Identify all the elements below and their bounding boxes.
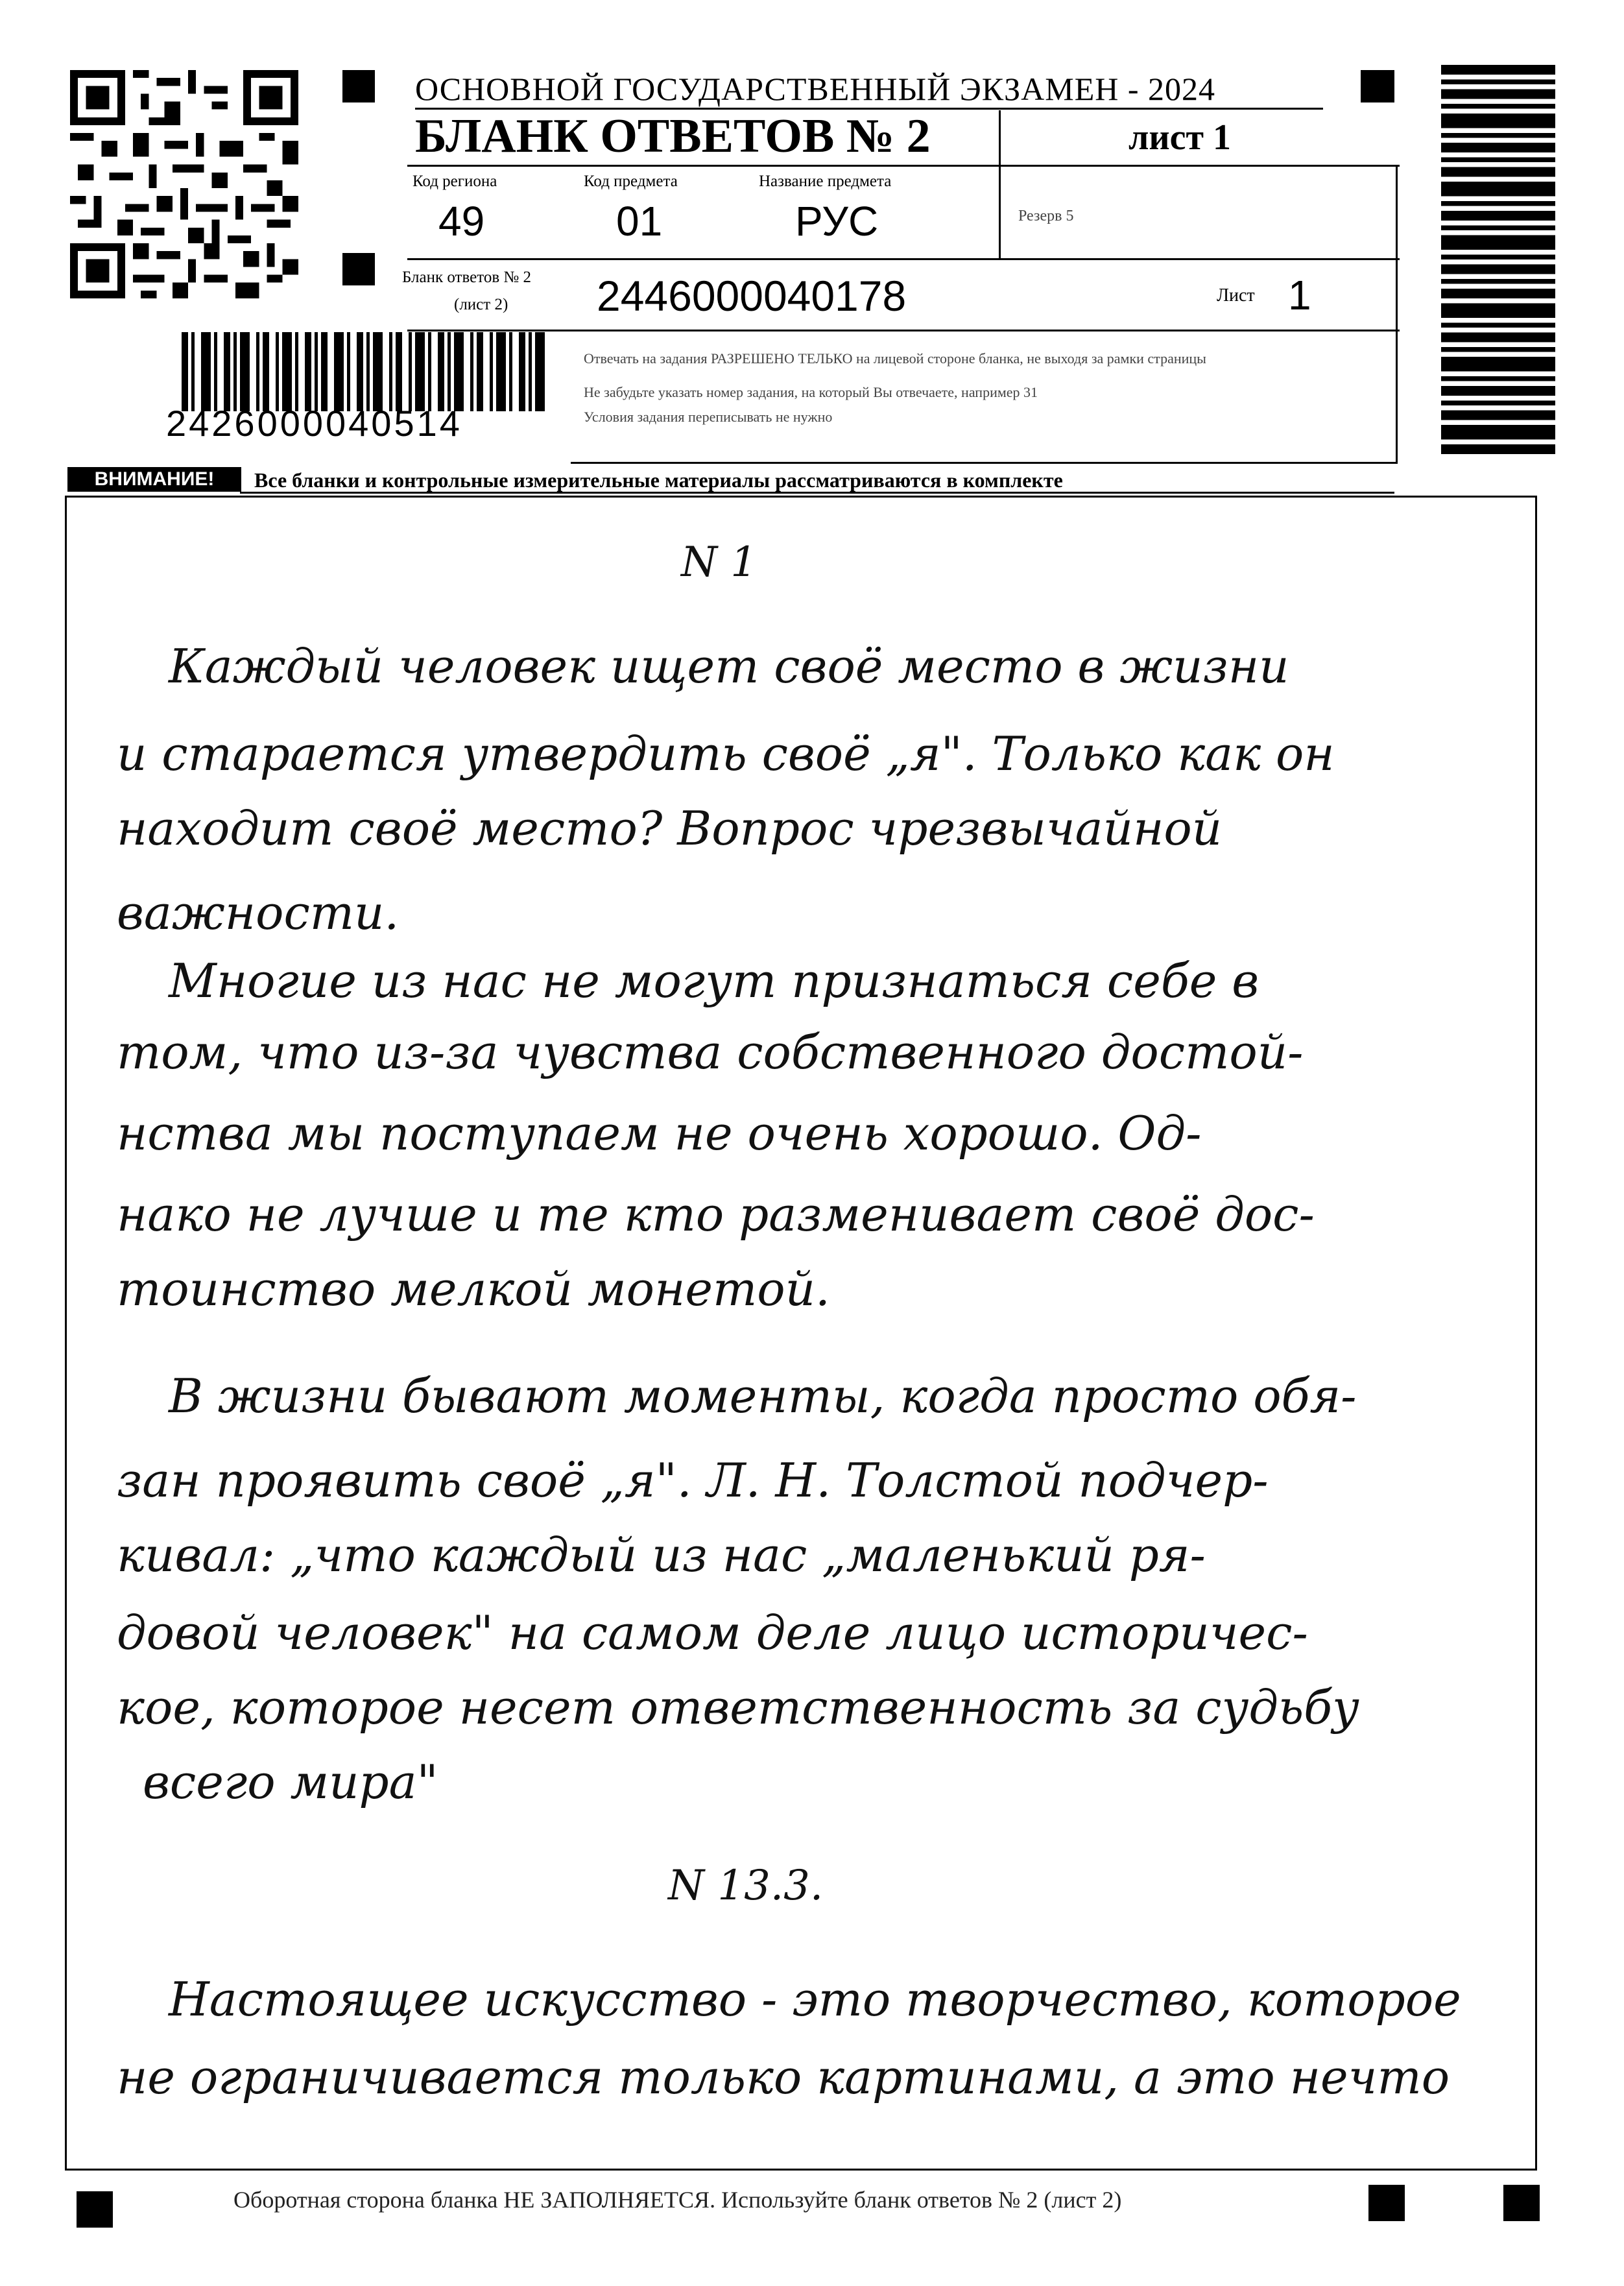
registration-marker-bottom-right — [1503, 2185, 1540, 2221]
subject-name-label: Название предмета — [759, 173, 892, 190]
header-rule-2 — [407, 258, 1400, 260]
instructions-line-1: Отвечать на задания РАЗРЕШЕНО ТЕЛЬКО на лицевой стороне бланка, не выходя за рамки страницы — [584, 350, 1206, 367]
answer-line: довой человек" на самом деле лицо историчес- — [117, 1606, 1308, 1660]
header-bottom-rule — [571, 462, 1398, 464]
form-number-label-line1: Бланк ответов № 2 — [402, 269, 531, 286]
registration-marker-bottom-mid — [1368, 2185, 1405, 2221]
sheet-label: Лист — [1217, 285, 1255, 306]
answer-line: всего мира" — [143, 1755, 438, 1809]
subject-name-value: РУС — [795, 198, 879, 245]
notice-text: Все бланки и контрольные измерительные материалы рассматриваются в комплекте — [254, 468, 1063, 492]
answer-line: нако не лучше и те кто разменивает своё дос- — [117, 1187, 1315, 1242]
exam-title: ОСНОВНОЙ ГОСУДАРСТВЕННЫЙ ЭКЗАМЕН - 2024 — [415, 71, 1215, 107]
registration-marker-top-left — [342, 70, 375, 102]
side-barcode — [1441, 65, 1555, 454]
task-number-1: N 1 — [681, 538, 758, 586]
instructions-right-border — [1396, 165, 1398, 463]
answer-line: В жизни бывают моменты, когда просто обя- — [169, 1369, 1357, 1423]
task-number-2: N 13.3. — [668, 1862, 824, 1910]
notice-badge: ВНИМАНИЕ! — [67, 467, 241, 492]
sheet-value: 1 — [1288, 272, 1311, 319]
qr-code — [70, 70, 298, 298]
region-code-value: 49 — [438, 198, 485, 245]
region-code-label: Код региона — [412, 173, 497, 190]
answer-line: том, что из-за чувства собственного достой- — [117, 1025, 1304, 1079]
answer-line: важности. — [117, 885, 400, 940]
form-number-label-line2: (лист 2) — [454, 296, 508, 313]
answer-line: и старается утвердить своё „я". Только как он — [117, 727, 1335, 781]
subject-code-label: Код предмета — [584, 173, 678, 190]
instructions-line-3: Условия задания переписывать не нужно — [584, 409, 833, 425]
answer-line: кивал: „что каждый из нас „маленький ря- — [117, 1528, 1206, 1582]
answer-line: тоинство мелкой монетой. — [117, 1262, 830, 1316]
subject-code-value: 01 — [616, 198, 663, 245]
sheet-title: лист 1 — [1128, 117, 1232, 158]
registration-marker-mid-left — [342, 253, 375, 285]
instructions-line-2: Не забудьте указать номер задания, на который Вы отвечаете, например 31 — [584, 384, 1038, 400]
answer-line: Настоящее искусство - это творчество, которое — [169, 1972, 1461, 2027]
notice-bar — [67, 467, 1462, 493]
form-number-value: 2446000040178 — [597, 272, 907, 320]
answer-line: не ограничивается только картинами, а это нечто — [117, 2050, 1450, 2104]
reserve-label: Резерв 5 — [1018, 208, 1074, 224]
answer-line: кое, которое несет ответственность за судьбу — [117, 1680, 1359, 1735]
answer-line: находит своё место? Вопрос чрезвычайной — [117, 801, 1223, 856]
barcode-number: 2426000040514 — [166, 403, 462, 444]
form-barcode — [182, 332, 545, 411]
header-rule-3 — [407, 330, 1400, 331]
answer-line: Каждый человек ищет своё место в жизни — [169, 639, 1289, 693]
notice-underline — [240, 492, 1394, 494]
answer-line: Многие из нас не могут признаться себе в — [169, 954, 1260, 1008]
registration-marker-top-right — [1361, 70, 1394, 102]
answer-line: нства мы поступаем не очень хорошо. Од- — [117, 1106, 1202, 1161]
footer-note: Оборотная сторона бланка НЕ ЗАПОЛНЯЕТСЯ. Используйте бланк ответов № 2 (лист 2) — [233, 2187, 1122, 2213]
answer-line: зан проявить своё „я". Л. Н. Толстой подчер- — [117, 1453, 1269, 1508]
header-rule-1 — [407, 165, 1400, 167]
header-divider — [999, 110, 1001, 259]
form-title: БЛАНК ОТВЕТОВ № 2 — [415, 110, 931, 163]
registration-marker-bottom-left — [77, 2191, 113, 2228]
